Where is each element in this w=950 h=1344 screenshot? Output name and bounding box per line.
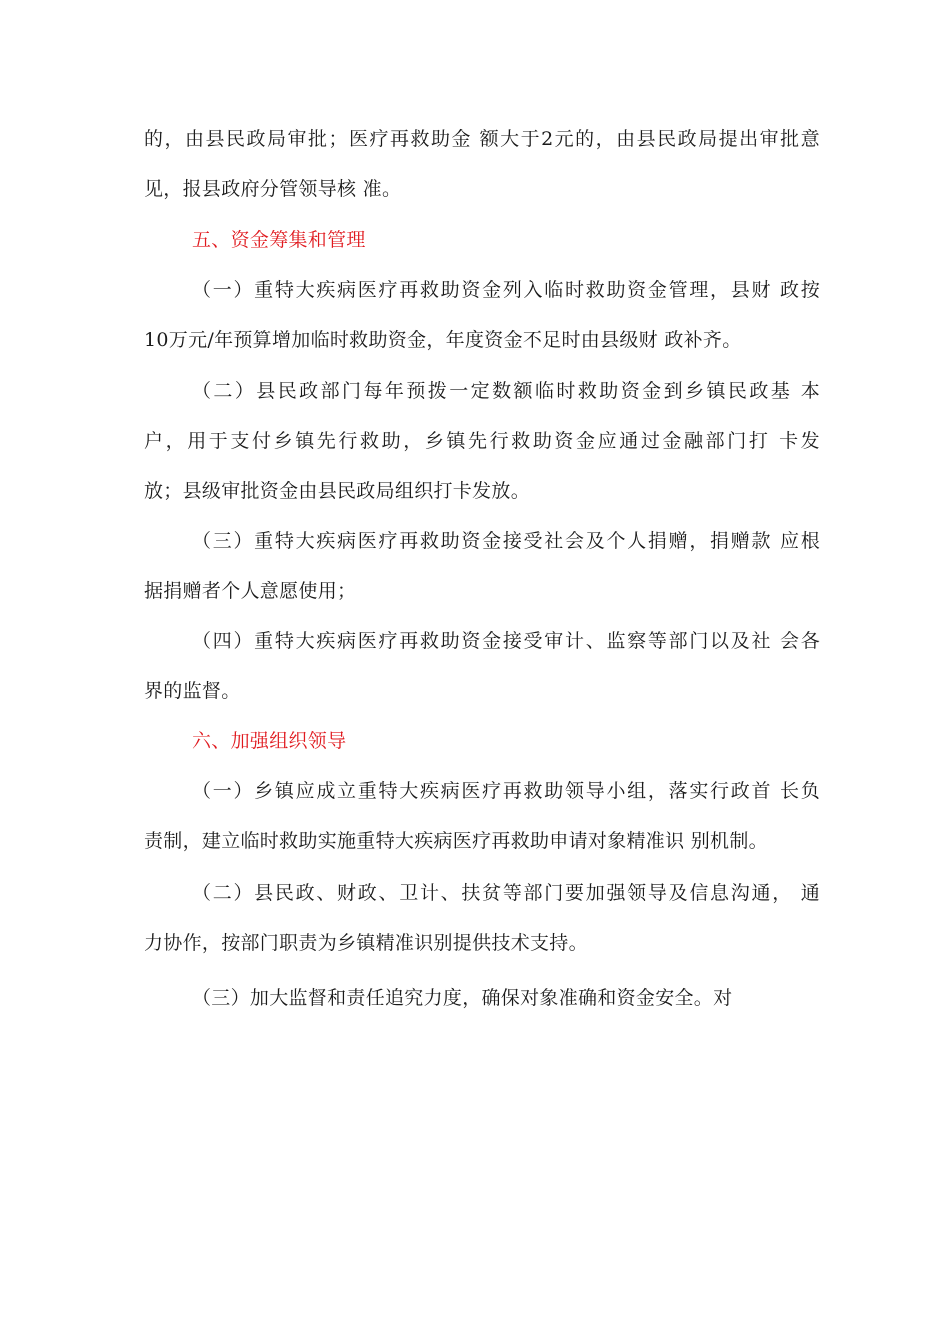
section-heading-leadership: 六、加强组织领导 <box>192 730 347 752</box>
paragraph-line: 10万元/年预算增加临时救助资金，年度资金不足时由县级财 政补齐。 <box>144 329 742 351</box>
paragraph-line: （二）县民政、财政、卫计、扶贫等部门要加强领导及信息沟通， 通 <box>192 882 820 904</box>
paragraph-line: （三）重特大疾病医疗再救助资金接受社会及个人捐赠，捐赠款 应根 <box>192 530 820 552</box>
paragraph-line: 据捐赠者个人意愿使用； <box>144 580 357 602</box>
paragraph-line: 户，用于支付乡镇先行救助，乡镇先行救助资金应通过金融部门打 卡发 <box>144 430 820 452</box>
paragraph-line: 界的监督。 <box>144 680 241 702</box>
paragraph-line: （一）乡镇应成立重特大疾病医疗再救助领导小组，落实行政首 长负 <box>192 780 820 802</box>
paragraph-line: 放；县级审批资金由县民政局组织打卡发放。 <box>144 480 531 502</box>
paragraph-line: （一）重特大疾病医疗再救助资金列入临时救助资金管理，县财 政按 <box>192 279 820 301</box>
paragraph-line: 力协作，按部门职责为乡镇精准识别提供技术支持。 <box>144 932 588 954</box>
paragraph-line: （三）加大监督和责任追究力度，确保对象准确和资金安全。对 <box>192 987 733 1009</box>
paragraph-line: 见，报县政府分管领导核 准。 <box>144 178 402 200</box>
paragraph-line: （二）县民政部门每年预拨一定数额临时救助资金到乡镇民政基 本 <box>192 380 820 402</box>
section-heading-funding: 五、资金筹集和管理 <box>192 229 366 251</box>
paragraph-line: 的，由县民政局审批；医疗再救助金 额大于2元的，由县民政局提出审批意 <box>144 128 820 150</box>
paragraph-line: （四）重特大疾病医疗再救助资金接受审计、监察等部门以及社 会各 <box>192 630 820 652</box>
paragraph-line: 责制，建立临时救助实施重特大疾病医疗再救助申请对象精准识 别机制。 <box>144 830 768 852</box>
